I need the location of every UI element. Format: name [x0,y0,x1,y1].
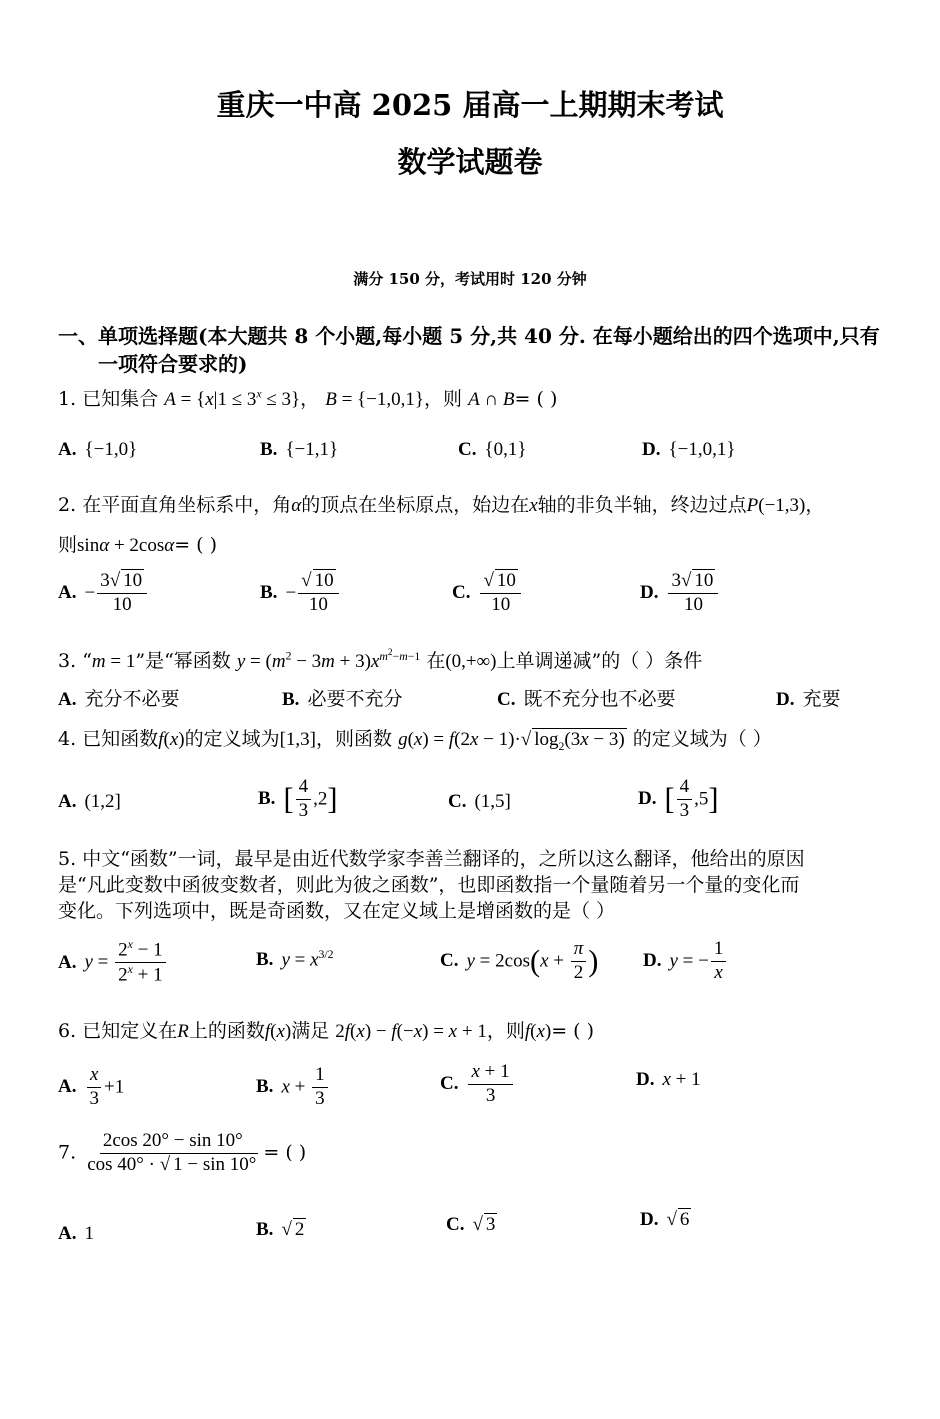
q2-option-d: D. $\frac{3√ 10}{10}$ [640,570,720,617]
question-2-line1: 2. 在平面直角坐标系中，角α的顶点在坐标原点，始边在x轴的非负半轴，终边过点P(−1,3)， [58,494,825,516]
q1-option-b: B. {−1,1} [260,439,339,460]
question-number: 7. [58,1141,77,1164]
q6-option-c: C. $\frac{x + 1}{3}$ [440,1060,515,1108]
question-2-line2: 则sinα + 2cosα= ( ) [58,534,218,556]
question-5-line1: 5. 中文“函数”一词，最早是由近代数学家李善兰翻译的，之所以这么翻译，他给出的原因 [58,848,805,870]
q6-option-d: D. x + 1 [636,1069,701,1090]
section-heading-line1: 一、单项选择题(本大题共 8 个小题,每小题 5 分,共 40 分. 在每小题给出的四个选项中,只有 [58,324,880,348]
q2-option-a: A. − $\frac{3√ 10}{10}$ [58,570,149,617]
q1-option-a: A. {−1,0} [58,439,138,460]
question-5-line3: 变化。下列选项中，既是奇函数，又在定义域上是增函数的是（ ） [58,900,616,922]
question-3: 3. “m = 1”是“幂函数 $y = (m^2 - 3m + 3)x^{m^2-m-1}$ 在(0,+∞)上单调递减”的（ ）条件 [58,647,703,672]
q6-option-a: A. $\frac{x}{3}$ +1 [58,1064,125,1109]
q5-option-b: B. $y = x^{3/2}$ [256,948,334,971]
question-number: 2. [58,494,77,516]
question-number: 6. [58,1020,77,1042]
q7-option-d: D. √ 6 [640,1209,690,1230]
question-7: 7. $\frac{2\cos 20^\circ - \sin 10^\circ}{\cos 40^\circ \cdot √ 1 - \sin 10^\circ}$ = ( ) [58,1130,307,1175]
question-5-line2: 是“凡此变数中函彼变数者，则此为彼之函数”，也即函数指一个量随着另一个量的变化而 [58,874,800,896]
q1-option-c: C. {0,1} [458,439,527,460]
q2-option-b: B. − $\frac{√ 10}{10}$ [260,570,341,617]
q4-option-b: B. [ $\frac{4}{3}$ ,2] [258,776,338,821]
q5-option-a: A. y = $\frac{2^x - 1}{2^x + 1}$ [58,938,168,987]
paper-title: 数学试题卷 [397,145,543,179]
exam-title: 重庆一中高 2025 届高一上期期末考试 [216,88,724,122]
question-6: 6. 已知定义在R上的函数f(x)满足 2f(x) − f(−x) = x + 1，则f(x)= ( ) [58,1020,595,1042]
q3-option-c: C. 既不充分也不必要 [497,688,676,710]
q2-option-c: C. $\frac{√ 10}{10}$ [452,570,523,617]
question-number: 3. [58,650,77,672]
section-heading-line2: 一项符合要求的) [98,352,248,376]
q7-option-b: B. √ 2 [256,1219,305,1240]
q5-option-d: D. y = − $\frac{1}{x}$ [643,938,728,985]
question-number: 1. [58,388,77,410]
q3-option-a: A. 充分不必要 [58,688,180,710]
q4-option-a: A. (1,2] [58,791,121,812]
q3-option-d: D. 充要 [776,688,841,710]
q3-option-b: B. 必要不充分 [282,688,403,710]
q6-option-b: B. x + $\frac{1}{3}$ [256,1064,330,1111]
q4-option-c: C. (1,5] [448,791,511,812]
q7-option-a: A. 1 [58,1223,94,1244]
q5-option-c: C. y = 2cos(x + $\frac{\pi}{2}$ ) [440,938,599,983]
question-4: 4. 已知函数f(x)的定义域为[1,3]，则函数 g(x) = f(2x − 1)·√ $\log_2(3x - 3)$ 的定义域为（ ） [58,728,772,753]
question-number: 5. [58,848,77,870]
question-number: 4. [58,728,77,750]
q7-option-c: C. √ 3 [446,1214,496,1235]
exam-info: 满分 150 分，考试用时 120 分钟 [353,270,587,288]
q1-option-d: D. {−1,0,1} [642,439,736,460]
question-1: 1. 已知集合 $A = \{x|1 \le 3^x \le 3\}$， B = {−1,0,1}，则 A ∩ B= ( ) [58,387,558,410]
q4-option-d: D. [ $\frac{4}{3}$ ,5] [638,776,719,821]
